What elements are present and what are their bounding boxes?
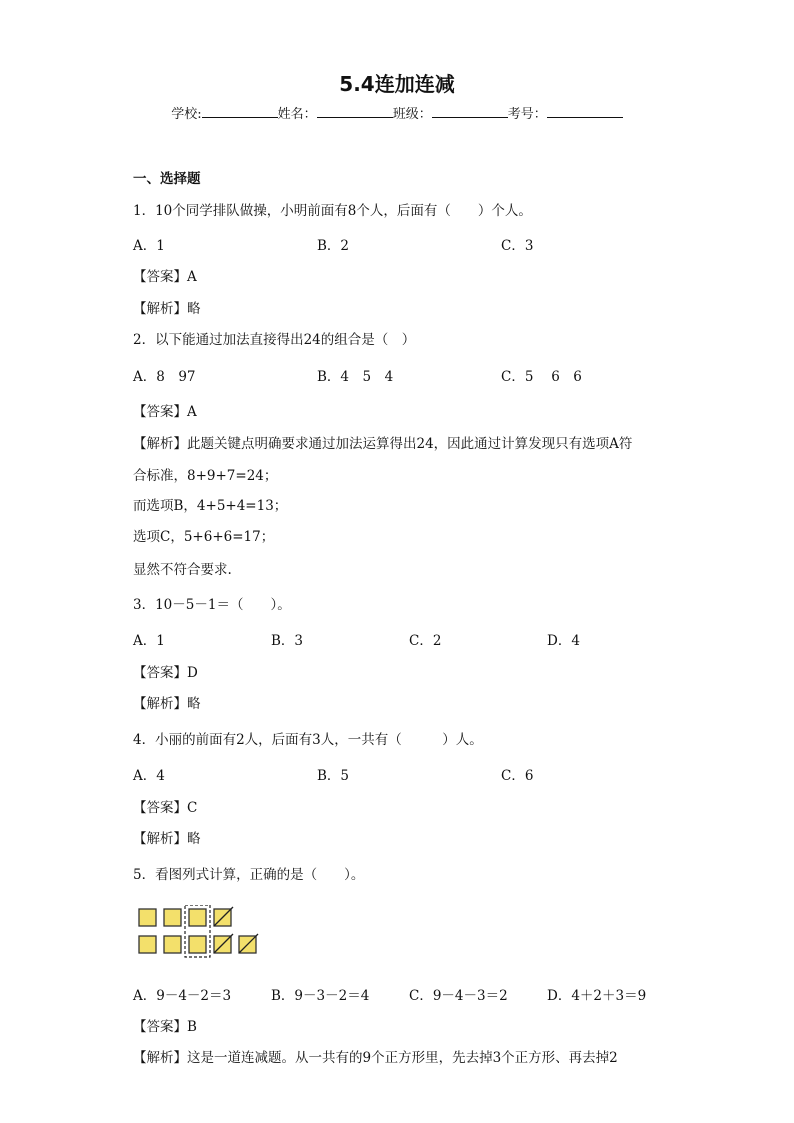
q4-option-c: C．6 (501, 768, 534, 784)
q2-option-c: C．5 6 6 (501, 369, 582, 385)
q4-analysis: 【解析】略 (133, 831, 201, 847)
q1-answer: 【答案】A (133, 269, 197, 285)
section-title: 一、选择题 (133, 171, 201, 187)
q5-option-b: B．9－3－2＝4 (271, 988, 370, 1004)
q4-stem: 4．小丽的前面有2人，后面有3人，一共有（ ）人。 (133, 732, 483, 748)
q1-option-c: C．3 (501, 238, 534, 254)
q3-analysis: 【解析】略 (133, 696, 201, 712)
number-blank[interactable] (547, 105, 623, 118)
q2-analysis-line: 显然不符合要求. (133, 562, 232, 578)
square (164, 909, 181, 926)
q5-option-a: A．9－4－2＝3 (133, 988, 232, 1004)
q2-answer: 【答案】A (133, 404, 197, 420)
q1-stem: 1．10个同学排队做操，小明前面有8个人，后面有（ ）个人。 (133, 203, 532, 219)
q2-analysis-line: 【解析】此题关键点明确要求通过加法运算得出24，因此通过计算发现只有选项A符 (133, 436, 633, 452)
page-title: 5.4连加连减 (339, 72, 455, 96)
q3-option-d: D．4 (547, 633, 580, 649)
student-info-row (0, 103, 794, 122)
q1-option-b: B．2 (317, 238, 350, 254)
q3-option-b: B．3 (271, 633, 304, 649)
q2-option-a: A．8 97 (133, 369, 196, 385)
squares-figure (137, 905, 267, 961)
q5-option-c: C．9－4－3＝2 (409, 988, 508, 1004)
number-label: 考号： (507, 107, 547, 122)
square (189, 936, 206, 953)
q3-answer: 【答案】D (133, 665, 198, 681)
q2-analysis-line: 合标准，8+9+7=24； (133, 468, 278, 484)
q1-analysis: 【解析】略 (133, 301, 201, 317)
square (164, 936, 181, 953)
class-label: 班级： (392, 107, 432, 122)
class-blank[interactable] (432, 105, 508, 118)
q4-answer: 【答案】C (133, 800, 198, 816)
q3-option-a: A．1 (133, 633, 165, 649)
square (139, 936, 156, 953)
q5-stem: 5．看图列式计算，正确的是（ ）。 (133, 867, 365, 883)
q2-analysis-line: 选项C，5+6+6=17； (133, 529, 275, 545)
q5-option-d: D．4＋2＋3＝9 (547, 988, 647, 1004)
school-blank[interactable] (202, 105, 278, 118)
q2-stem: 2．以下能通过加法直接得出24的组合是（ ） (133, 332, 416, 348)
q4-option-a: A．4 (133, 768, 165, 784)
q5-answer: 【答案】B (133, 1019, 197, 1035)
q5-analysis: 【解析】这是一道连减题。从一共有的9个正方形里，先去掉3个正方形、再去掉2 (133, 1050, 618, 1066)
q3-option-c: C．2 (409, 633, 442, 649)
q3-stem: 3．10－5－1＝（ ）。 (133, 597, 291, 613)
name-label: 姓名： (277, 107, 317, 122)
name-blank[interactable] (317, 105, 393, 118)
school-label: 学校: (171, 107, 202, 122)
q1-option-a: A．1 (133, 238, 165, 254)
q4-option-b: B．5 (317, 768, 350, 784)
q2-analysis-line: 而选项B，4+5+4=13； (133, 498, 288, 514)
square (139, 909, 156, 926)
q2-option-b: B．4 5 4 (317, 369, 394, 385)
square (189, 909, 206, 926)
